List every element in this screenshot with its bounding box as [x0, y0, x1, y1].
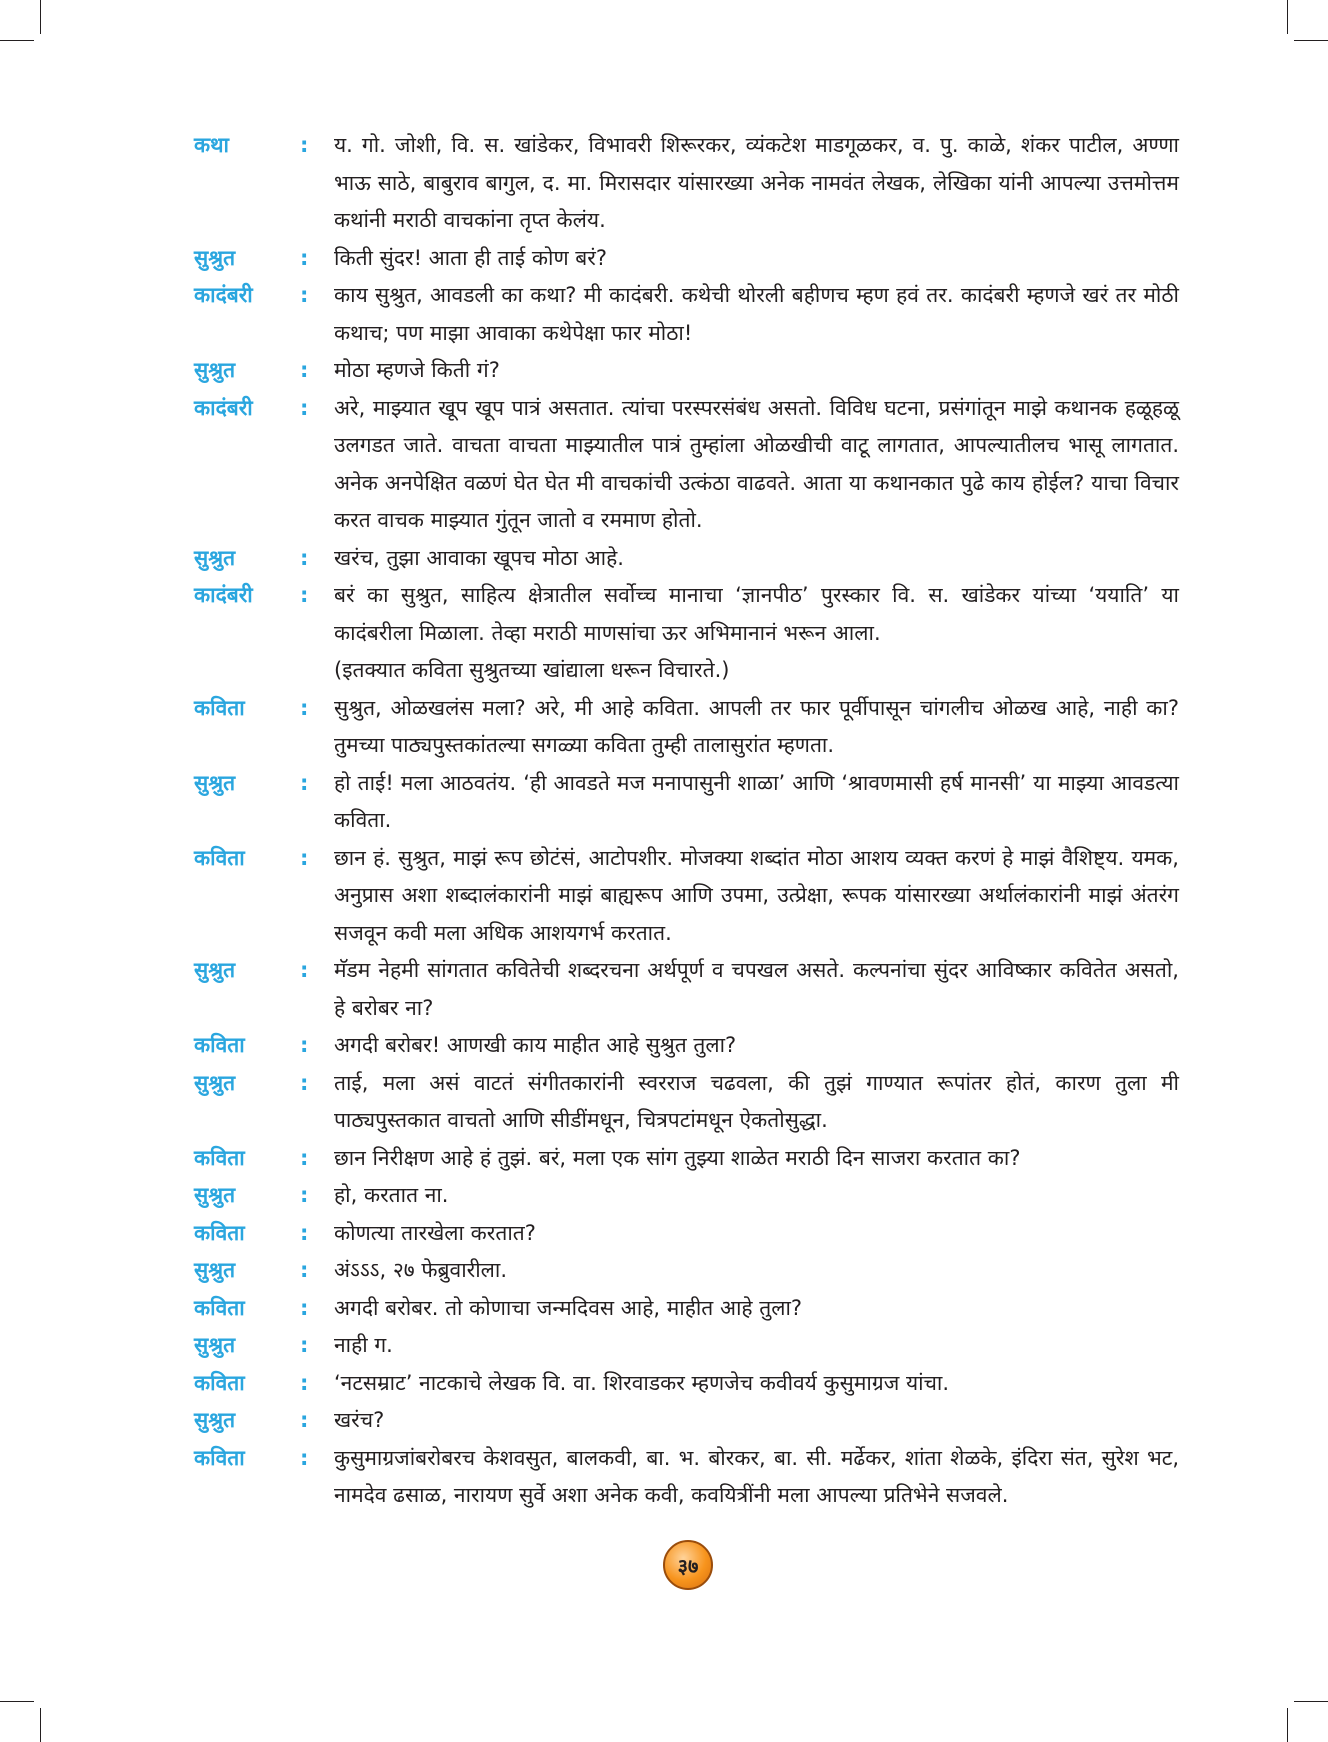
speaker-name: कविता: [194, 1370, 245, 1395]
dialogue-line: कुसुमाग्रजांबरोबरच केशवसुत, बालकवी, बा. भ. बोरकर, बा. सी. मर्ढेकर, शांता शेळके, इंदिरा संत, सुरेश भट, नामदेव ढसाळ, नारायण सुर्वे अशा अनेक कवी, कवयित्रींनी मला आपल्या प्रतिभेने सजवले.: [334, 1445, 1179, 1507]
dialogue-row: [194, 1252, 1179, 1290]
speaker-name: कथा: [194, 133, 229, 157]
dialogue-text: [334, 1177, 1179, 1215]
speaker-colon: :: [300, 1445, 309, 1470]
speaker-colon: :: [300, 395, 309, 420]
dialogue-text: [334, 540, 1179, 578]
speaker-name: सुश्रुत: [194, 1408, 236, 1432]
speaker-name: कविता: [194, 1445, 245, 1470]
dialogue-row: [194, 840, 1179, 953]
speaker-name: सुश्रुत: [194, 1258, 236, 1282]
speaker-colon: :: [300, 1333, 309, 1357]
dialogue-text: [334, 577, 1179, 690]
speaker-name: कादंबरी: [194, 583, 253, 607]
dialogue-row: [194, 1065, 1179, 1140]
speaker-colon: :: [300, 1258, 309, 1282]
dialogue-text: [334, 1140, 1179, 1178]
dialogue-text: [334, 390, 1179, 540]
dialogue-line: य. गो. जोशी, वि. स. खांडेकर, विभावरी शिरूरकर, व्यंकटेश माडगूळकर, व. पु. काळे, शंकर पाटील, अण्णा भाऊ साठे, बाबुराव बागुल, द. मा. मिरासदार यांसारख्या अनेक नामवंत लेखक, लेखिका यांनी आपल्या उत्तमोत्तम कथांनी मराठी वाचकांना तृप्त केलंय.: [334, 133, 1179, 232]
speaker-name: सुश्रुत: [194, 358, 236, 382]
dialogue-text: [334, 1027, 1179, 1065]
dialogue-text: [334, 1440, 1179, 1515]
speaker-colon: :: [300, 958, 309, 982]
dialogue-row: [194, 1027, 1179, 1065]
dialogue-text: [334, 1065, 1179, 1140]
speaker-colon: :: [300, 845, 309, 870]
dialogue-row: [194, 1440, 1179, 1515]
speaker-name: कविता: [194, 845, 245, 870]
dialogue-row: [194, 1327, 1179, 1365]
dialogue-line: खरंच?: [334, 1408, 385, 1432]
dialogue-line: किती सुंदर! आता ही ताई कोण बरं?: [334, 245, 608, 270]
speaker-colon: :: [300, 545, 309, 570]
dialogue-text: [334, 352, 1179, 390]
dialogue-text: [334, 1327, 1179, 1365]
speaker-colon: :: [300, 770, 309, 795]
dialogue-line: कोणत्या तारखेला करतात?: [334, 1220, 536, 1245]
dialogue-row: [194, 765, 1179, 840]
dialogue-line: ‘नटसम्राट’ नाटकाचे लेखक वि. वा. शिरवाडकर म्हणजेच कवीवर्य कुसुमाग्रज यांचा.: [334, 1370, 950, 1395]
dialogue-row: [194, 1365, 1179, 1403]
speaker-colon: :: [300, 695, 309, 720]
speaker-colon: :: [300, 245, 309, 270]
speaker-name: सुश्रुत: [194, 245, 236, 270]
dialogue-line: अंऽऽऽ, २७ फेब्रुवारीला.: [334, 1258, 508, 1282]
dialogue-row: [194, 277, 1179, 352]
speaker-name: कविता: [194, 1295, 245, 1320]
dialogue-row: [194, 577, 1179, 690]
speaker-name: कविता: [194, 1220, 245, 1245]
speaker-colon: :: [300, 1033, 309, 1057]
dialogue-line: हो, करतात ना.: [334, 1183, 449, 1207]
speaker-name: सुश्रुत: [194, 1183, 236, 1207]
dialogue-text: [334, 1402, 1179, 1440]
speaker-name: कविता: [194, 695, 245, 720]
speaker-colon: :: [300, 1295, 309, 1320]
dialogue-text: [334, 1252, 1179, 1290]
dialogue-line: काय सुश्रुत, आवडली का कथा? मी कादंबरी. कथेची थोरली बहीणच म्हण हवं तर. कादंबरी म्हणजे खरं तर मोठी कथाच; पण माझा आवाका कथेपेक्षा फार मोठा!: [334, 283, 1179, 345]
crop-mark: [1287, 1708, 1288, 1742]
dialogue-row: [194, 240, 1179, 278]
speaker-name: कविता: [194, 1033, 245, 1057]
dialogue-text: [334, 1215, 1179, 1253]
speaker-name: सुश्रुत: [194, 958, 236, 982]
dialogue-text: [334, 765, 1179, 840]
speaker-colon: :: [300, 358, 309, 382]
dialogue-row: [194, 952, 1179, 1027]
dialogue-line: ताई, मला असं वाटतं संगीतकारांनी स्वरराज चढवला, की तुझं गाण्यात रूपांतर होतं, कारण तुला मी पाठ्यपुस्तकात वाचतो आणि सीडींमधून, चित्रपटांमधून ऐकतोसुद्धा.: [334, 1070, 1179, 1132]
speaker-name: सुश्रुत: [194, 770, 236, 795]
dialogue-row: [194, 1402, 1179, 1440]
speaker-name: कादंबरी: [194, 283, 253, 307]
dialogue-line: बरं का सुश्रुत, साहित्य क्षेत्रातील सर्वोच्च मानाचा ‘ज्ञानपीठ’ पुरस्कार वि. स. खांडेकर यांच्या ‘ययाति’ या कादंबरीला मिळाला. तेव्हा मराठी माणसांचा ऊर अभिमानानं भरून आला.: [334, 583, 1179, 645]
dialogue-row: [194, 690, 1179, 765]
dialogue-line: सुश्रुत, ओळखलंस मला? अरे, मी आहे कविता. आपली तर फार पूर्वीपासून चांगलीच ओळख आहे, नाही का? तुमच्या पाठ्यपुस्तकांतल्या सगळ्या कविता तुम्ही तालासुरांत म्हणता.: [334, 695, 1179, 757]
crop-mark: [0, 1701, 34, 1702]
crop-mark: [40, 1708, 41, 1742]
crop-mark: [40, 0, 41, 34]
crop-mark: [0, 40, 34, 41]
speaker-colon: :: [300, 583, 309, 607]
dialogue-row: [194, 1140, 1179, 1178]
page-number-badge: [663, 1540, 713, 1590]
dialogue-text: [334, 240, 1179, 278]
speaker-colon: :: [300, 1183, 309, 1207]
speaker-colon: :: [300, 283, 309, 307]
dialogue-text: [334, 1290, 1179, 1328]
dialogue-text: [334, 277, 1179, 352]
stage-direction: (इतक्यात कविता सुश्रुतच्या खांद्याला धरून विचारते.): [334, 658, 730, 682]
dialogue-line: अगदी बरोबर! आणखी काय माहीत आहे सुश्रुत तुला?: [334, 1033, 737, 1057]
dialogue-line: अरे, माझ्यात खूप खूप पात्रं असतात. त्यांचा परस्परसंबंध असतो. विविध घटना, प्रसंगांतून माझे कथानक हळूहळू उलगडत जाते. वाचता वाचता माझ्यातील पात्रं तुम्हांला ओळखीची वाटू लागतात, आपल्यातीलच भासू लागतात. अनेक अनपेक्षित वळणं घेत घेत मी वाचकांची उत्कंठा वाढवते. आता या कथानकात पुढे काय होईल? याचा विचार करत वाचक माझ्यात गुंतून जातो व रममाण होतो.: [334, 395, 1179, 532]
dialogue-text: [334, 690, 1179, 765]
dialogue-line: छान हं. सुश्रुत, माझं रूप छोटंसं, आटोपशीर. मोजक्या शब्दांत मोठा आशय व्यक्त करणं हे माझं वैशिष्ट्य. यमक, अनुप्रास अशा शब्दालंकारांनी माझं बाह्यरूप आणि उपमा, उत्प्रेक्षा, रूपक यांसारख्या अर्थालंकारांनी माझं अंतरंग सजवून कवी मला अधिक आशयगर्भ करतात.: [334, 845, 1179, 945]
dialogue-row: [194, 127, 1179, 240]
dialogue-row: [194, 1215, 1179, 1253]
speaker-colon: :: [300, 1220, 309, 1245]
dialogue-line: नाही ग.: [334, 1333, 393, 1357]
dialogue-text: [334, 127, 1179, 240]
crop-mark: [1294, 1701, 1328, 1702]
dialogue-text: [334, 952, 1179, 1027]
speaker-name: सुश्रुत: [194, 1333, 236, 1357]
dialogue-line: मॅडम नेहमी सांगतात कवितेची शब्दरचना अर्थपूर्ण व चपखल असते. कल्पनांचा सुंदर आविष्कार कवितेत असतो, हे बरोबर ना?: [334, 958, 1179, 1020]
page-number: ३७: [677, 1553, 699, 1578]
dialogue-text: [334, 1365, 1179, 1403]
speaker-colon: :: [300, 133, 309, 157]
speaker-name: कविता: [194, 1145, 245, 1170]
dialogue-row: [194, 390, 1179, 540]
speaker-name: कादंबरी: [194, 395, 253, 420]
speaker-name: सुश्रुत: [194, 1070, 236, 1095]
dialogue-line: मोठा म्हणजे किती गं?: [334, 358, 500, 382]
dialogue-line: खरंच, तुझा आवाका खूपच मोठा आहे.: [334, 545, 624, 570]
dialogue-row: [194, 540, 1179, 578]
dialogue-line: अगदी बरोबर. तो कोणाचा जन्मदिवस आहे, माहीत आहे तुला?: [334, 1295, 803, 1320]
speaker-name: सुश्रुत: [194, 545, 236, 570]
crop-mark: [1294, 40, 1328, 41]
crop-mark: [1287, 0, 1288, 34]
dialogue-row: [194, 1177, 1179, 1215]
dialogue-row: [194, 1290, 1179, 1328]
dialogue: [194, 127, 1179, 1515]
speaker-colon: :: [300, 1408, 309, 1432]
speaker-colon: :: [300, 1145, 309, 1170]
speaker-colon: :: [300, 1070, 309, 1095]
dialogue-line: हो ताई! मला आठवतंय. ‘ही आवडते मज मनापासुनी शाळा’ आणि ‘श्रावणमासी हर्ष मानसी’ या माझ्या आवडत्या कविता.: [334, 770, 1179, 832]
dialogue-text: [334, 840, 1179, 953]
dialogue-line: छान निरीक्षण आहे हं तुझं. बरं, मला एक सांग तुझ्या शाळेत मराठी दिन साजरा करतात का?: [334, 1145, 1021, 1170]
dialogue-row: [194, 352, 1179, 390]
speaker-colon: :: [300, 1370, 309, 1395]
